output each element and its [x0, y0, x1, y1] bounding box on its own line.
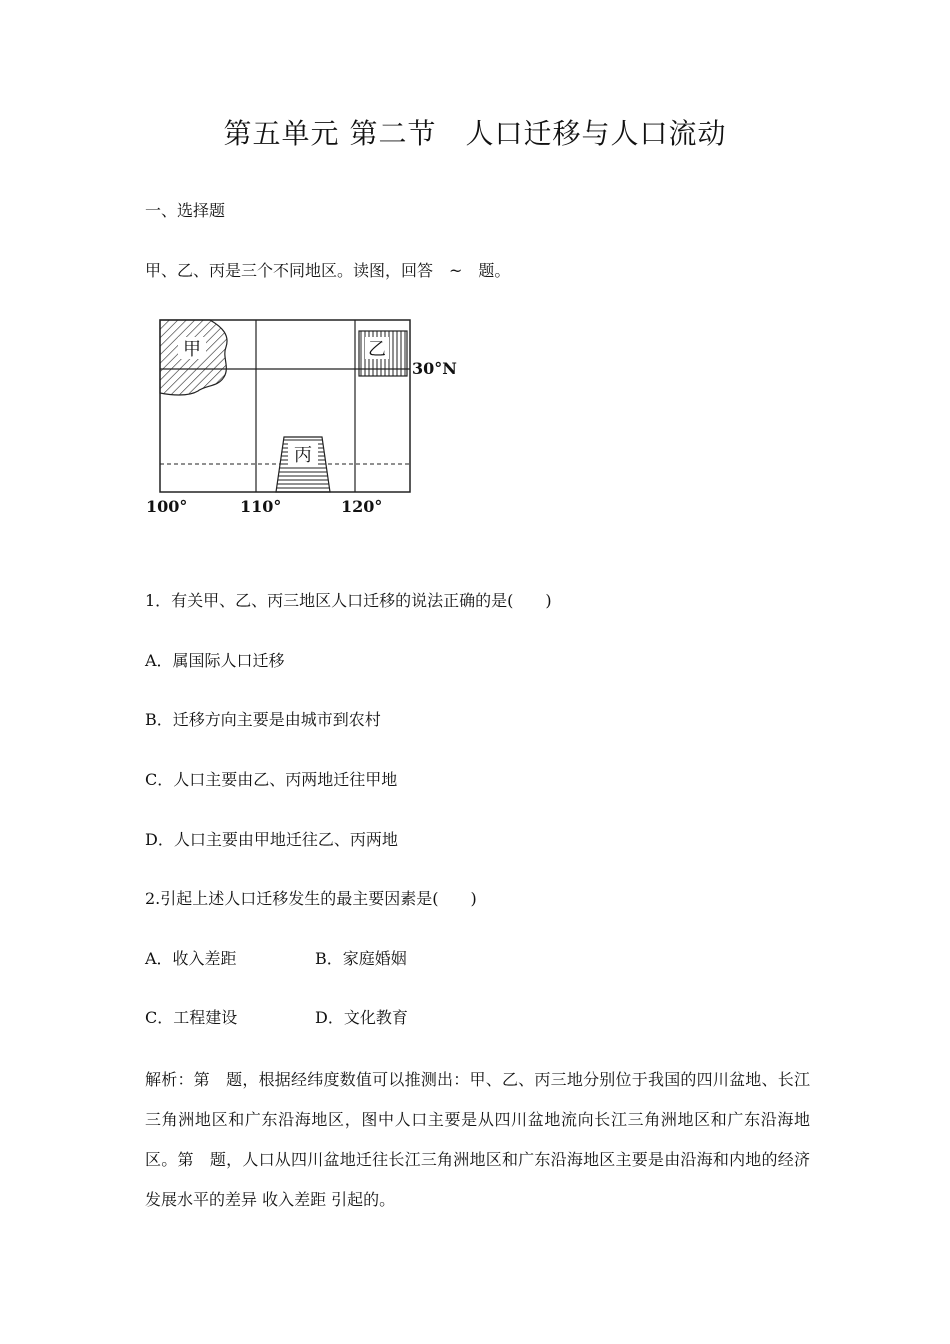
longitude-label-110: 110°: [240, 497, 282, 516]
question-1-option-b: B．迁移方向主要是由城市到农村: [145, 710, 381, 729]
answer-analysis: [145, 1060, 810, 1220]
question-2-stem: 2.引起上述人口迁移发生的最主要因素是( ): [145, 889, 477, 908]
question-2-option-c: C．工程建设: [145, 1008, 238, 1027]
region-jia-label: 甲: [183, 339, 201, 360]
question-2-option-b: B．家庭婚姻: [315, 949, 407, 968]
region-yi-label: 乙: [368, 339, 386, 360]
region-map-figure: [140, 315, 470, 520]
question-intro: 甲、乙、丙是三个不同地区。读图，回答 ~ 题。: [145, 261, 511, 280]
question-1-option-d: D．人口主要由甲地迁往乙、丙两地: [145, 830, 398, 849]
section-heading: 一、选择题: [145, 201, 226, 220]
latitude-label: 30°N: [412, 359, 457, 378]
page-title: 第五单元 第二节 人口迁移与人口流动: [223, 117, 727, 150]
question-2-option-d: D．文化教育: [315, 1008, 408, 1027]
region-map-svg: [140, 315, 470, 520]
longitude-label-120: 120°: [341, 497, 383, 516]
question-1-option-c: C．人口主要由乙、丙两地迁往甲地: [145, 770, 398, 789]
region-bing-label: 丙: [294, 445, 312, 466]
analysis-text: 解析：第 题，根据经纬度数值可以推测出：甲、乙、丙三地分别位于我国的四川盆地、长江三角洲地区和广东沿海地区，图中人口主要是从四川盆地流向长江三角洲地区和广东沿海地区。第 题，人口从四川盆地迁往长江三角洲地区和广东沿海地区主要是由沿海和内地的经济发展水平的差异 收入差距 引起的。: [145, 1070, 810, 1209]
longitude-label-100: 100°: [146, 497, 188, 516]
question-2-option-a: A．收入差距: [145, 949, 237, 968]
question-1-stem: 1．有关甲、乙、丙三地区人口迁移的说法正确的是( ): [145, 591, 552, 610]
question-1-option-a: A．属国际人口迁移: [145, 651, 285, 670]
